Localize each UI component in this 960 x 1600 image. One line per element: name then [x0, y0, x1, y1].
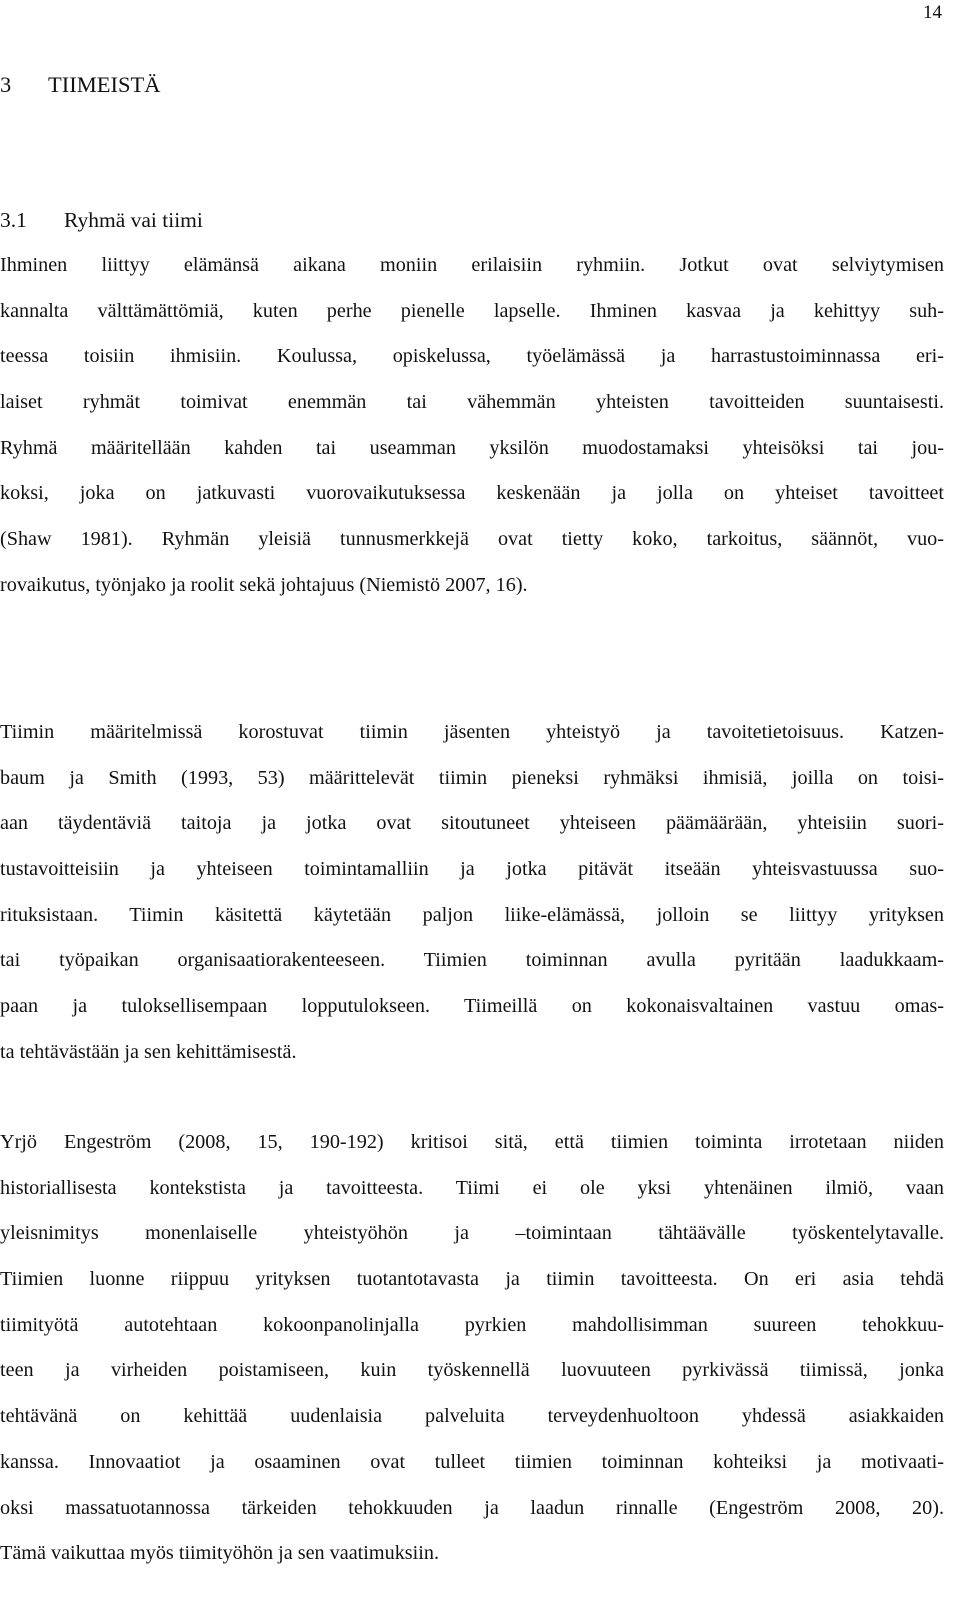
paragraph-line: koksi, joka on jatkuvasti vuorovaikutuksessa keskenään ja jolla on yhteiset tavoitteet	[0, 482, 944, 505]
paragraph-line: teen ja virheiden poistamiseen, kuin työskennellä luovuuteen pyrkivässä tiimissä, jonka	[0, 1359, 944, 1382]
paragraph-line: baum ja Smith (1993, 53) määrittelevät tiimin pieneksi ryhmäksi ihmisiä, joilla on toisi-	[0, 766, 944, 789]
paragraph-line: paan ja tuloksellisempaan lopputulokseen. Tiimeillä on kokonaisvaltainen vastuu omas-	[0, 995, 944, 1018]
paragraph-line: laiset ryhmät toimivat enemmän tai vähemmän yhteisten tavoitteiden suuntaisesti.	[0, 391, 944, 414]
paragraph-line: tai työpaikan organisaatiorakenteeseen. Tiimien toiminnan avulla pyritään laadukkaam-	[0, 949, 944, 972]
paragraph-line: tiimityötä autotehtaan kokoonpanolinjalla pyrkien mahdollisimman suureen tehokkuu-	[0, 1313, 944, 1336]
paragraph-line: historiallisesta kontekstista ja tavoitteesta. Tiimi ei ole yksi yhtenäinen ilmiö, vaan	[0, 1176, 944, 1199]
paragraph-line: oksi massatuotannossa tärkeiden tehokkuuden ja laadun rinnalle (Engeström 2008, 20).	[0, 1496, 944, 1519]
paragraph-line: aan täydentäviä taitoja ja jotka ovat sitoutuneet yhteiseen päämäärään, yhteisiin suori-	[0, 812, 944, 835]
paragraph-line: teessa toisiin ihmisiin. Koulussa, opiskelussa, työelämässä ja harrastustoiminnassa eri-	[0, 345, 944, 368]
paragraph-line: Ihminen liittyy elämänsä aikana moniin erilaisiin ryhmiin. Jotkut ovat selviytymisen	[0, 254, 944, 276]
section-heading	[0, 208, 203, 233]
paragraph-line: Tiimien luonne riippuu yrityksen tuotantotavasta ja tiimin tavoitteesta. On eri asia tehdä	[0, 1268, 944, 1291]
paragraph-line: kanssa. Innovaatiot ja osaaminen ovat tulleet tiimien toiminnan kohteiksi ja motivaati-	[0, 1450, 944, 1473]
paragraph-line: kannalta välttämättömiä, kuten perhe pienelle lapselle. Ihminen kasvaa ja kehittyy suh-	[0, 299, 944, 322]
paragraph-line: Ryhmä määritellään kahden tai useamman yksilön muodostamaksi yhteisöksi tai jou-	[0, 436, 944, 459]
paragraph-ryhma	[0, 243, 944, 609]
paragraph-line: tustavoitteisiin ja yhteiseen toimintamalliin ja jotka pitävät itseään yhteisvastuussa suo-	[0, 858, 944, 881]
paragraph-engestrom	[0, 1120, 944, 1577]
paragraph-line: tehtävänä on kehittää uudenlaisia palveluita terveydenhuoltoon yhdessä asiakkaiden	[0, 1405, 944, 1428]
paragraph-tiimi	[0, 710, 944, 1076]
paragraph-line: rituksistaan. Tiimin käsitettä käytetään paljon liike-elämässä, jolloin se liittyy yrityksen	[0, 903, 944, 926]
section-title: Ryhmä vai tiimi	[64, 208, 203, 232]
paragraph-line: (Shaw 1981). Ryhmän yleisiä tunnusmerkkejä ovat tietty koko, tarkoitus, säännöt, vuo-	[0, 528, 944, 551]
chapter-number: 3	[0, 72, 12, 97]
chapter-heading	[0, 72, 160, 98]
paragraph-line: Yrjö Engeström (2008, 15, 190-192) kritisoi sitä, että tiimien toiminta irrotetaan niiden	[0, 1131, 944, 1153]
paragraph-line: Tämä vaikuttaa myös tiimityöhön ja sen vaatimuksiin.	[0, 1542, 439, 1565]
paragraph-line: rovaikutus, työnjako ja roolit sekä johtajuus (Niemistö 2007, 16).	[0, 573, 528, 596]
paragraph-line: Tiimin määritelmissä korostuvat tiimin jäsenten yhteistyö ja tavoitetietoisuus. Katzen-	[0, 721, 944, 743]
paragraph-line: ta tehtävästään ja sen kehittämisestä.	[0, 1040, 297, 1063]
page-number: 14	[923, 2, 942, 23]
section-number: 3.1	[0, 208, 27, 232]
chapter-title: TIIMEISTÄ	[48, 72, 161, 97]
paragraph-line: yleisnimitys monenlaiselle yhteistyöhön ja –toimintaan tähtäävälle työskentelytavalle.	[0, 1222, 944, 1245]
